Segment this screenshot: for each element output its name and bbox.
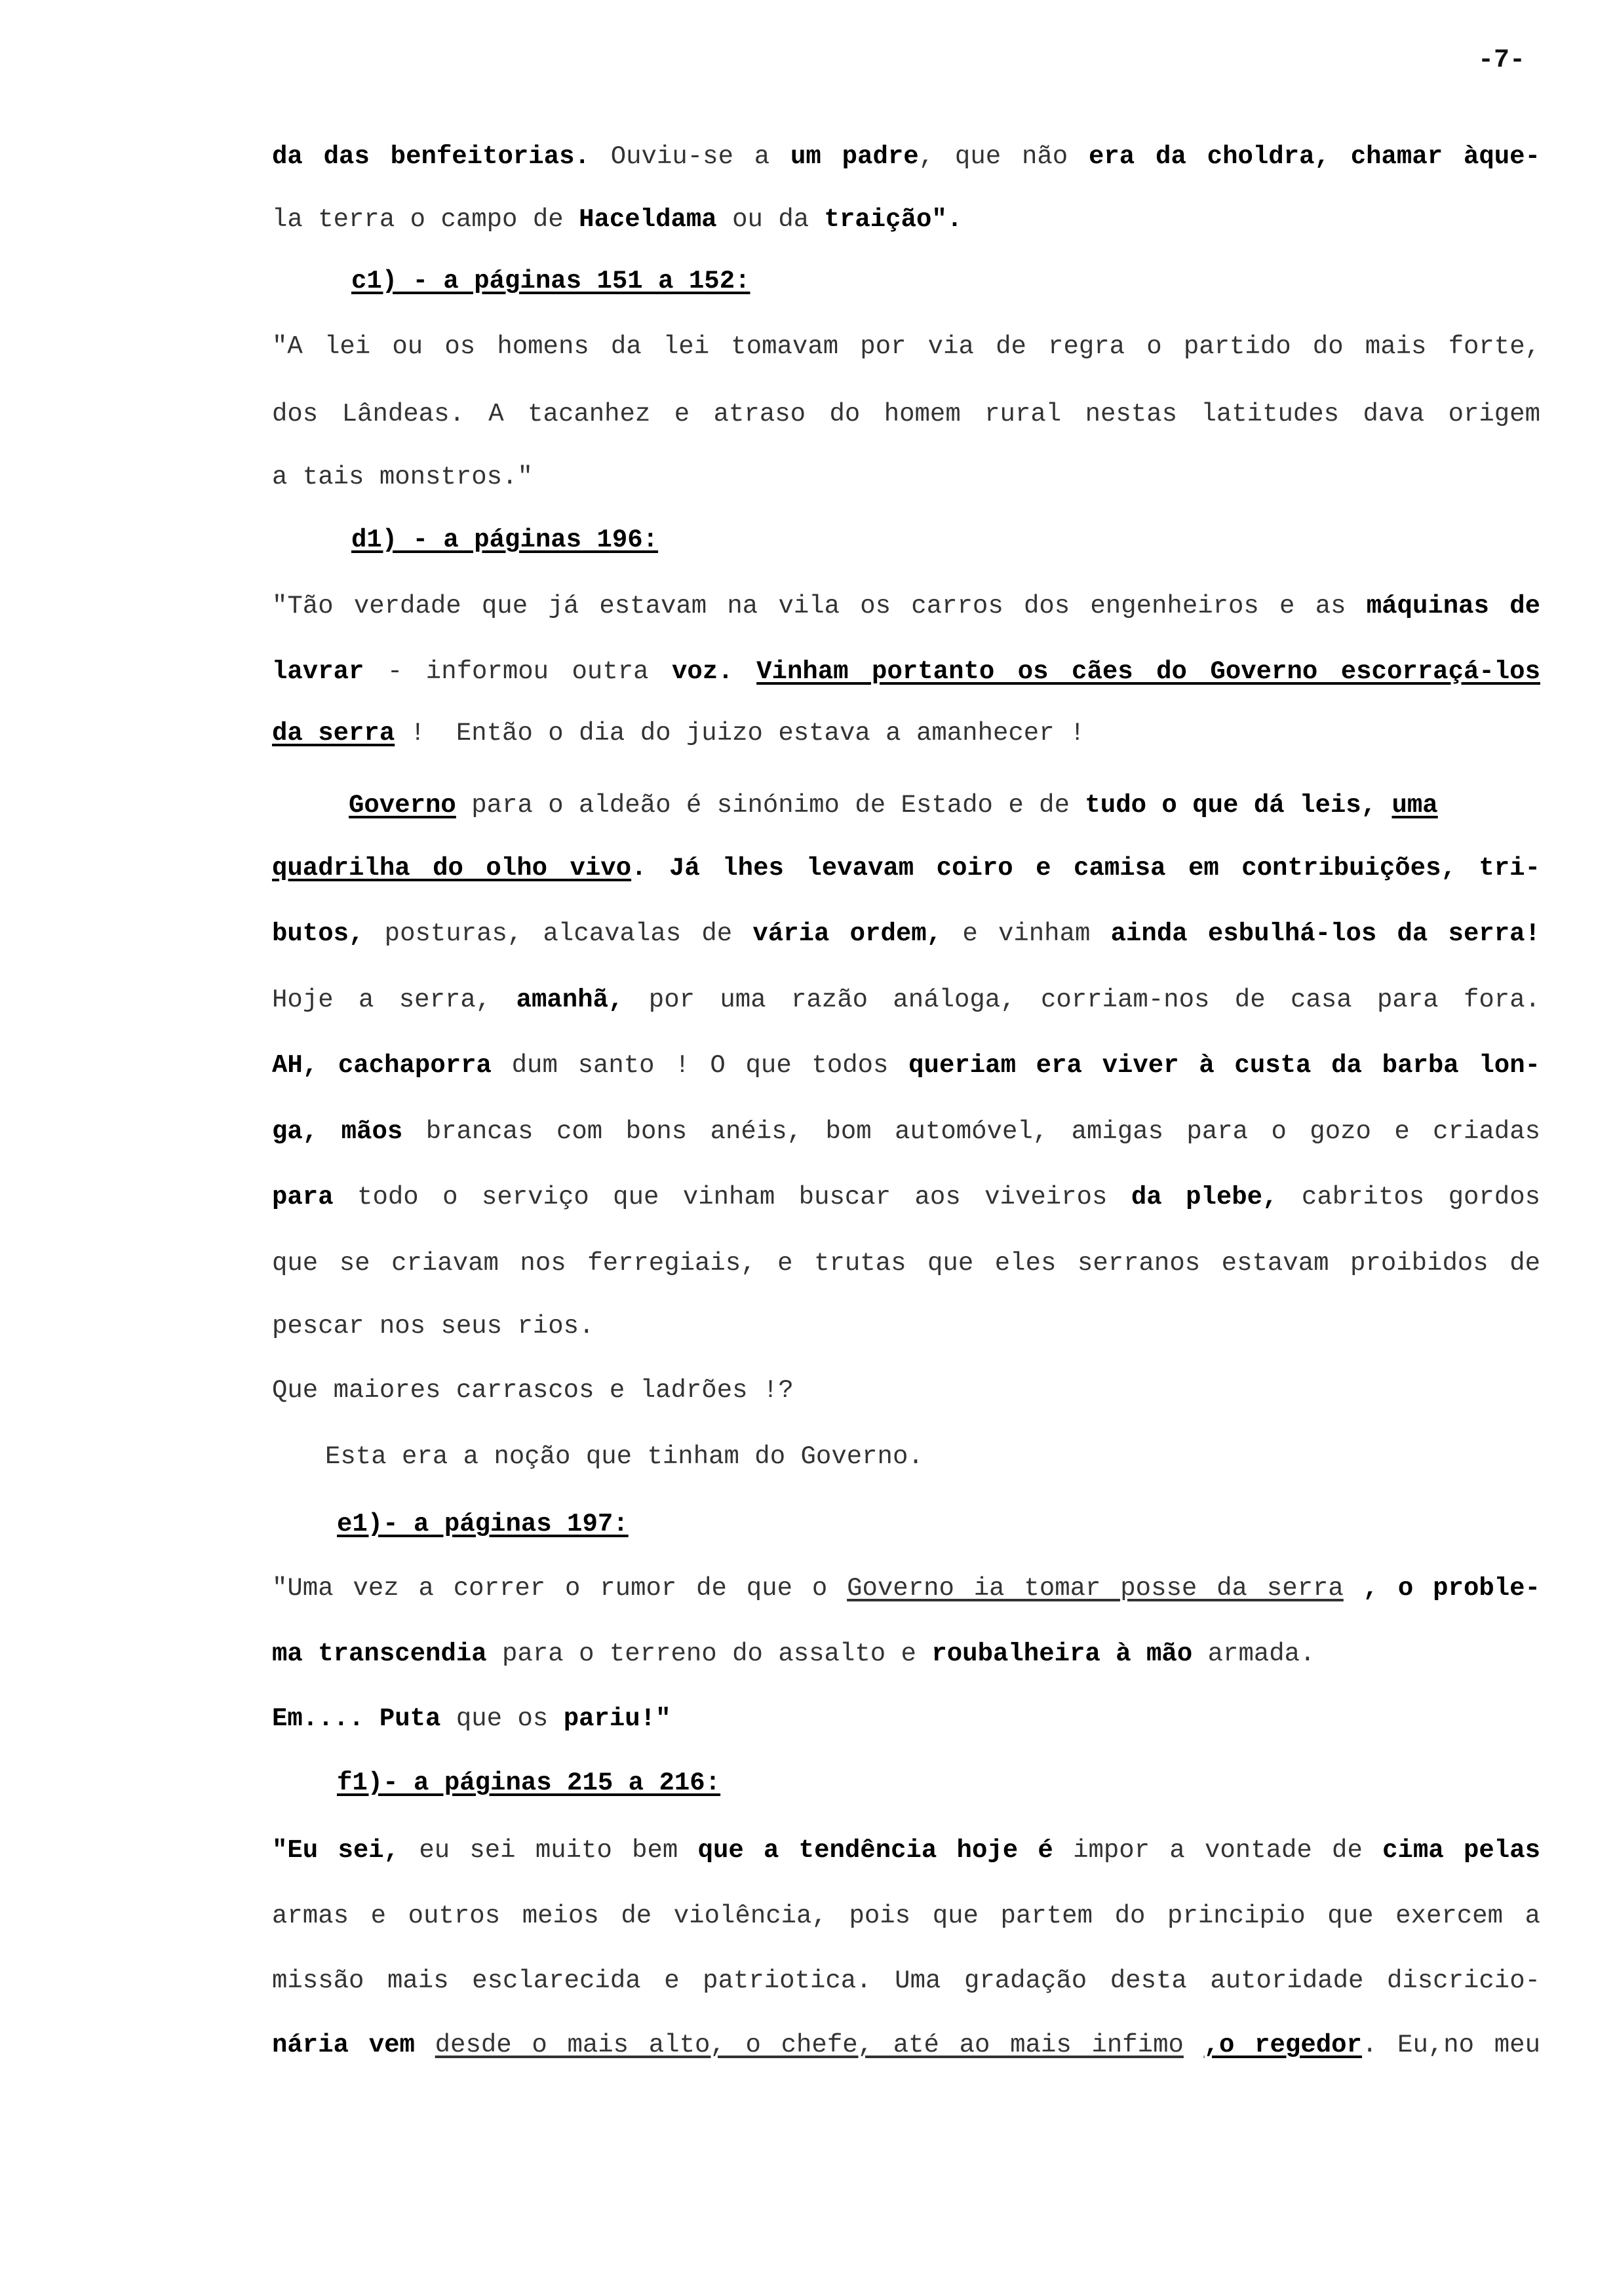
text-line [272,1702,1540,1735]
text-segment: voz. [672,657,733,686]
text-segment: todo o serviço que vinham buscar aos viveiros [333,1183,1131,1212]
section-heading [351,524,1540,556]
text-segment: impor a vontade de [1053,1836,1383,1865]
text-segment: quadrilha do olho vivo [272,854,632,883]
text-line [272,590,1540,622]
text-segment: ga, mãos [272,1117,403,1146]
text-line [272,1049,1540,1082]
text-segment: era da choldra, chamar àque- [1089,142,1540,171]
text-segment: máquinas de [1366,592,1540,621]
text-line [272,1115,1540,1148]
text-line [272,203,1540,236]
text-segment [415,2031,435,2059]
text-segment: da serra [272,719,395,748]
text-line [272,1637,1540,1670]
text-segment: lavrar [272,657,364,686]
text-segment: vária ordem, [752,919,943,948]
text-segment: para o aldeão é sinónimo de Estado e de [456,791,1085,820]
text-segment: dos Lândeas. A tacanhez e atraso do homem rural nestas latitudes dava origem [272,400,1540,429]
text-segment: . Eu,no meu [1361,2031,1540,2059]
text-segment: Vinham portanto os cães do Governo escorraçá-los [756,657,1540,686]
text-segment [1376,791,1391,820]
text-segment: Ouviu-se a [589,142,791,171]
text-segment: Governo [349,791,456,820]
text-segment: - informou outra [364,657,672,686]
text-segment: para [272,1183,334,1212]
text-segment: f1)- a páginas 215 a 216: [337,1769,721,1797]
text-line [272,1181,1540,1214]
text-line [272,984,1540,1016]
text-segment: d1) - a páginas 196: [351,526,659,554]
text-segment: AH, cachaporra [272,1051,492,1080]
text-line [272,2029,1540,2061]
text-line [325,1440,1540,1473]
text-line [272,917,1540,950]
text-line [272,1572,1540,1605]
text-line [272,330,1540,363]
text-segment: a tais monstros." [272,463,533,491]
text-segment: , o proble- [1343,1574,1540,1603]
text-segment: Governo ia tomar posse da serra [847,1574,1344,1603]
section-heading [337,1767,1540,1799]
page-number: -7- [1478,46,1526,75]
text-segment: roubalheira à mão [931,1639,1193,1668]
text-segment: "Tão verdade que já estavam na vila os carros dos engenheiros e as [272,592,1367,621]
text-segment [733,657,756,686]
text-line [272,398,1540,430]
text-segment: cima pelas [1382,1836,1541,1865]
text-line [272,140,1540,173]
text-line [272,1834,1540,1867]
text-segment: cabritos gordos [1277,1183,1541,1212]
text-segment: Esta era a noção que tinham do Governo. [325,1442,924,1471]
text-segment: um padre [790,142,919,171]
text-segment: la terra o campo de [272,205,579,234]
text-segment: ou da [716,205,825,234]
text-line [272,852,1540,885]
text-segment: ainda esbulhá-los da serra! [1110,919,1540,948]
section-heading [351,265,1540,297]
text-line [272,1964,1540,1997]
text-segment: desde o mais alto, o chefe, até ao mais infimo [435,2031,1184,2059]
text-line [272,717,1540,750]
text-segment: por via de regra o partido do mais forte, [838,332,1541,361]
text-segment: ,o regedor [1203,2031,1362,2059]
text-segment: da das benfeitorias. [272,142,590,171]
text-segment: que a tendência hoje é [697,1836,1053,1865]
text-segment: nária vem [272,2031,415,2059]
text-line [272,1310,1540,1343]
text-segment: para o terreno do assalto e [486,1639,932,1668]
text-segment: e vinham [942,919,1111,948]
text-line [272,461,1540,493]
text-segment: , que não [918,142,1089,171]
text-segment: uma [1391,791,1438,820]
text-segment: da plebe, [1131,1183,1278,1212]
text-segment: e1)- a páginas 197: [337,1510,629,1539]
text-segment: tomavam [731,332,839,361]
text-segment [1184,2031,1204,2059]
text-segment: Haceldama [579,205,717,234]
text-segment: posturas, alcavalas de [364,919,753,948]
text-line [349,789,1540,822]
text-segment: "Eu sei, [272,1836,400,1865]
text-segment: "Uma vez a correr o rumor de que o [272,1574,847,1603]
text-segment: tudo o que dá leis, [1085,791,1377,820]
text-segment: amanhã, [516,985,624,1014]
text-line [272,1247,1540,1280]
text-segment: brancas com bons anéis, bom automóvel, amigas para o gozo e criadas [402,1117,1540,1146]
text-segment: Que maiores carrascos e ladrões !? [272,1376,794,1405]
text-line [272,1374,1540,1407]
text-segment: . Já lhes levavam coiro e camisa em contribuições, tri- [631,854,1540,883]
text-segment: que os [440,1704,564,1733]
text-segment: eu sei muito bem [399,1836,698,1865]
text-segment: armas e outros meios de violência, pois que partem do principio que exercem a [272,1902,1540,1930]
text-segment: pariu!" [563,1704,671,1733]
text-line [272,1900,1540,1932]
text-segment: queriam era viver à custa da barba lon- [908,1051,1540,1080]
text-segment: missão mais esclarecida e patriotica. Uma gradação desta autoridade discricio- [272,1966,1540,1995]
text-segment: pescar nos seus rios. [272,1312,594,1341]
text-segment: butos, [272,919,364,948]
text-segment: Em.... Puta [272,1704,441,1733]
text-segment: ma transcendia [272,1639,487,1668]
text-segment: "A lei ou os homens da lei [272,332,731,361]
section-heading [337,1508,1540,1540]
text-line [272,655,1540,688]
text-segment: c1) - a páginas 151 a 152: [351,267,750,296]
text-segment: que se criavam nos ferregiais, e trutas que eles serranos estavam proibidos de [272,1249,1540,1278]
text-segment: dum santo ! O que todos [491,1051,909,1080]
text-segment: Hoje a serra, [272,985,516,1014]
text-segment: traição". [824,205,963,234]
text-segment: ! Então o dia do juizo estava a amanhecer ! [395,719,1085,748]
text-segment: por uma razão análoga, corriam-nos de casa para fora. [623,985,1541,1014]
text-segment: armada. [1192,1639,1315,1668]
